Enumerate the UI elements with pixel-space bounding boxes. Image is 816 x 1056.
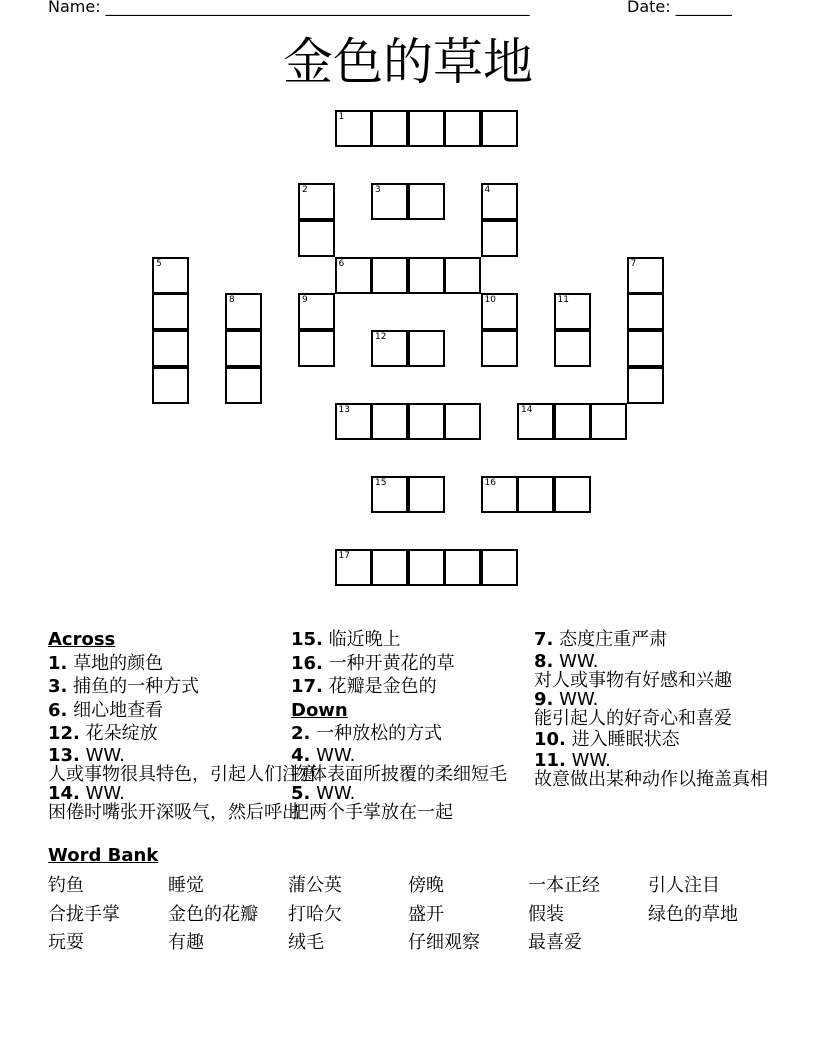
across-heading: Across [48, 629, 116, 650]
clue-item: 10. 进入睡眠状态 [534, 728, 680, 750]
grid-cell[interactable] [152, 293, 189, 330]
page-title: 金色的草地 [283, 33, 533, 91]
grid-cell[interactable] [627, 293, 664, 330]
clue-item: 7. 态度庄重严肃 [534, 629, 668, 650]
grid-cell[interactable] [627, 257, 664, 294]
grid-cell[interactable] [298, 330, 335, 367]
grid-cell[interactable] [554, 293, 591, 330]
clue-item: 4. WW. [291, 744, 356, 766]
word-bank-item: 有趣 [168, 932, 204, 953]
cell-number: 3 [375, 185, 381, 195]
name-label: Name: _____________________________________________________ [48, 0, 530, 16]
grid-cell[interactable] [408, 403, 445, 440]
word-bank-item: 绿色的草地 [648, 903, 738, 925]
word-bank-item: 盛开 [408, 903, 444, 925]
grid-cell[interactable] [152, 367, 189, 404]
word-bank-item: 绒毛 [288, 932, 324, 953]
grid-cell[interactable] [335, 257, 372, 294]
grid-cell[interactable] [371, 330, 408, 367]
clue-item: 11. WW. [534, 750, 611, 771]
grid-cell[interactable] [225, 293, 262, 330]
grid-cell[interactable] [152, 257, 189, 294]
grid-cell[interactable] [152, 330, 189, 367]
grid-cell[interactable] [408, 476, 445, 513]
grid-cell[interactable] [335, 110, 372, 147]
clue-item: 12. 花朵绽放 [48, 723, 158, 744]
clue-item: 8. WW. [534, 650, 599, 672]
grid-cell[interactable] [408, 110, 445, 147]
grid-cell[interactable] [371, 549, 408, 586]
grid-cell[interactable] [444, 110, 481, 147]
grid-cell[interactable] [627, 367, 664, 404]
clue-item: 16. 一种开黄花的草 [291, 652, 455, 674]
grid-cell[interactable] [481, 183, 518, 220]
grid-cell[interactable] [627, 330, 664, 367]
clue-item: 6. 细心地查看 [48, 699, 164, 721]
date-label: Date: _______ [627, 0, 732, 16]
word-bank-item: 仔细观察 [408, 932, 480, 953]
cell-number: 16 [484, 478, 496, 488]
grid-cell[interactable] [371, 110, 408, 147]
clue-extra: 故意做出某种动作以掩盖真相 [534, 769, 768, 790]
grid-cell[interactable] [444, 403, 481, 440]
clue-column-1 [48, 628, 318, 823]
grid-cell[interactable] [554, 476, 591, 513]
grid-cell[interactable] [371, 257, 408, 294]
clue-item: 2. 一种放松的方式 [291, 723, 443, 744]
clue-item: 14. WW. [48, 782, 125, 804]
clue-extra: 困倦时嘴张开深吸气，然后呼出 [48, 801, 300, 823]
cell-number: 11 [557, 295, 569, 305]
grid-cell[interactable] [408, 257, 445, 294]
grid-cell[interactable] [371, 183, 408, 220]
grid-cell[interactable] [554, 330, 591, 367]
down-heading: Down [291, 699, 348, 721]
word-bank-item: 睡觉 [168, 875, 204, 896]
cell-number: 4 [484, 185, 491, 195]
cell-number: 17 [338, 551, 350, 561]
cell-number: 5 [156, 259, 162, 269]
clue-extra: 把两个手掌放在一起 [291, 801, 453, 823]
cell-number: 9 [302, 295, 308, 305]
grid-cell[interactable] [408, 549, 445, 586]
grid-cell[interactable] [335, 403, 372, 440]
word-bank-item: 合拢手掌 [48, 903, 120, 925]
grid-cell[interactable] [481, 220, 518, 257]
word-bank-item: 打哈欠 [288, 903, 342, 925]
clue-item: 13. WW. [48, 744, 125, 766]
grid-cell[interactable] [408, 330, 445, 367]
clue-item: 15. 临近晚上 [291, 629, 401, 650]
cell-number: 15 [375, 478, 387, 488]
clue-column-3 [534, 628, 770, 789]
cell-number: 6 [338, 259, 345, 269]
cell-number: 1 [338, 112, 345, 122]
word-bank-heading: Word Bank [48, 845, 159, 866]
clue-item: 1. 草地的颜色 [48, 652, 164, 674]
clue-extra: 物体表面所披覆的柔细短毛 [291, 763, 507, 785]
grid-cell[interactable] [408, 183, 445, 220]
grid-cell[interactable] [225, 367, 262, 404]
cell-number: 12 [375, 332, 387, 342]
cell-number: 14 [521, 405, 533, 415]
grid-cell[interactable] [298, 293, 335, 330]
grid-cell[interactable] [590, 403, 627, 440]
word-bank-item: 最喜爱 [528, 932, 582, 953]
word-bank-item: 引人注目 [648, 875, 720, 896]
clue-extra: 对人或事物有好感和兴趣 [534, 669, 732, 691]
word-bank-item: 玩耍 [48, 932, 84, 953]
cell-number: 8 [229, 295, 235, 305]
word-bank-item: 钓鱼 [48, 875, 84, 896]
grid-cell[interactable] [444, 549, 481, 586]
word-bank-item: 蒲公英 [288, 875, 342, 896]
word-bank-item: 金色的花瓣 [168, 903, 258, 925]
grid-cell[interactable] [335, 549, 372, 586]
clue-item: 9. WW. [534, 688, 599, 710]
cell-number: 10 [484, 295, 496, 305]
grid-cell[interactable] [298, 183, 335, 220]
cell-number: 2 [302, 185, 308, 195]
word-bank-item: 傍晚 [408, 875, 444, 896]
grid-cell[interactable] [481, 293, 518, 330]
word-bank-item: 一本正经 [528, 875, 600, 896]
clue-extra: 能引起人的好奇心和喜爱 [534, 707, 732, 729]
clue-column-2 [291, 628, 529, 822]
grid-cell[interactable] [298, 220, 335, 257]
clue-extra: 人或事物很具特色，引起人们注意 [48, 763, 318, 785]
clue-item: 5. WW. [291, 782, 356, 804]
grid-cell[interactable] [371, 476, 408, 513]
grid-cell[interactable] [225, 330, 262, 367]
word-bank-item: 假装 [528, 903, 564, 925]
grid-cell[interactable] [371, 403, 408, 440]
grid-cell[interactable] [481, 549, 518, 586]
clue-item: 17. 花瓣是金色的 [291, 676, 437, 697]
grid-cell[interactable] [481, 476, 518, 513]
cell-number: 7 [630, 259, 637, 269]
grid-cell[interactable] [444, 257, 481, 294]
grid-cell[interactable] [517, 476, 554, 513]
grid-cell[interactable] [517, 403, 554, 440]
clue-item: 3. 捕鱼的一种方式 [48, 676, 200, 697]
grid-cell[interactable] [554, 403, 591, 440]
grid-cell[interactable] [481, 110, 518, 147]
grid-cell[interactable] [481, 330, 518, 367]
cell-number: 13 [338, 405, 350, 415]
